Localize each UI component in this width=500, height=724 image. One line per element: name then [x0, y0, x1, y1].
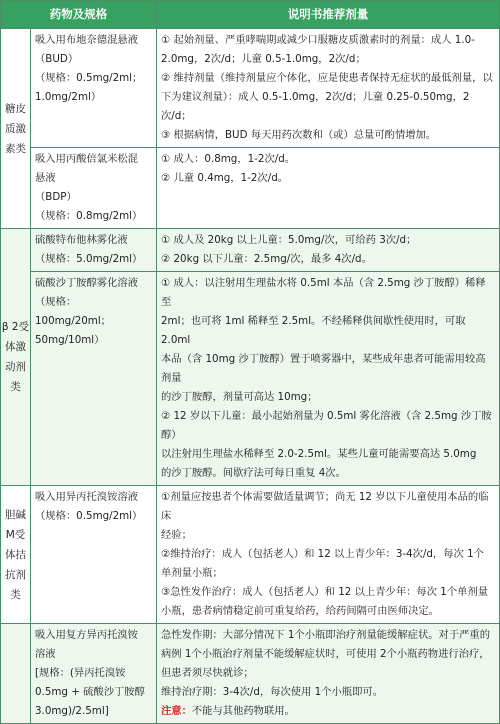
dose-line: ② 儿童 0.4mg，1-2次/d。 [161, 172, 289, 184]
drug-spec-line: 1.0mg/2ml） [35, 91, 102, 103]
dose-line: ① 起始剂量、严重哮喘期或减少口服糖皮质激素时的剂量：成人 1.0- [161, 34, 475, 46]
dose-ipratropium [157, 486, 500, 624]
table-row [1, 29, 500, 148]
dose-terbutaline [157, 229, 500, 272]
header-drug-spec: 药物及规格 [1, 1, 157, 29]
dose-line: 2ml；也可将 1ml 稀释至 2.5ml。不经稀释供间歇性使用时，可取 2.0ml [161, 315, 466, 346]
dose-line: 但患者须尽快就诊； [161, 667, 254, 679]
dose-line: 的沙丁胺醇，剂量可高达 10mg； [161, 391, 318, 403]
note-text: 不能与其他药物联用。 [191, 705, 295, 717]
drug-name-line: 吸入用复方异丙托溴铵 [35, 629, 138, 641]
drug-spec-line: （规格：0.5mg/2ml） [35, 510, 143, 522]
table-row [1, 148, 500, 229]
drug-terbutaline [31, 229, 157, 272]
table-row [1, 486, 500, 624]
dose-line: ②维持治疗：成人（包括老人）和 12 以上青少年：3-4次/d，每次 1个 [161, 548, 484, 560]
dose-line: 急性发作期：大部分情况下 1个小瓶即治疗剂量能缓解症状。对于严重的 [161, 629, 491, 641]
dose-compound-ipratropium [157, 624, 500, 724]
category-compound [1, 624, 31, 724]
drug-spec-line: （规格：0.8mg/2ml） [35, 210, 143, 222]
dose-line: ① 成人及 20kg 以上儿童：5.0mg/次，可给药 3次/d； [161, 234, 417, 246]
drug-compound-ipratropium [31, 624, 157, 724]
header-recommended-dose: 说明书推荐剂量 [157, 1, 500, 29]
dose-line: ① 成人：0.8mg，1-2次/d。 [161, 153, 296, 165]
dose-line: 维持治疗期：3-4次/d，每次使用 1个小瓶即可。 [161, 686, 383, 698]
drug-spec-line: （规格：100mg/20ml； [35, 296, 111, 327]
drug-name-line: 硫酸沙丁胺醇雾化溶液 [35, 277, 138, 289]
drug-spec-line: 0.5mg + 硫酸沙丁胺醇 [35, 686, 145, 698]
drug-name-line: 溶液 [35, 648, 56, 660]
table-row [1, 624, 500, 724]
drug-beclomethasone [31, 148, 157, 229]
drug-name-line: （BUD） [35, 53, 79, 65]
dose-line: ② 12 岁以下儿童：最小起始剂量为 0.5ml 雾化溶液（含 2.5mg 沙丁胺醇） [161, 410, 492, 441]
drug-name-line: （BDP） [35, 191, 77, 203]
drug-name-line: 硫酸特布他林雾化液 [35, 234, 128, 246]
drug-name-line: 悬液 [35, 172, 56, 184]
drug-name-line: 吸入用布地奈德混悬液 [35, 34, 138, 46]
dose-line: 的沙丁胺醇。间歇疗法可每日重复 4次。 [161, 467, 346, 479]
drug-name-line: 吸入用异丙托溴铵溶液 [35, 491, 138, 503]
dose-line: 本品（含 10mg 沙丁胺醇）置于喷雾器中，某些成年患者可能需用较高剂量 [161, 353, 486, 384]
dose-budesonide [157, 29, 500, 148]
drug-ipratropium [31, 486, 157, 624]
dose-beclomethasone [157, 148, 500, 229]
dose-line: ③ 根据病情，BUD 每天用药次数和（或）总量可酌情增加。 [161, 129, 437, 141]
category-beta2-agonists: β 2受体激动剂类 [1, 229, 31, 486]
dose-note [161, 702, 495, 721]
dose-salbutamol [157, 272, 500, 486]
dose-line: ① 成人：以注射用生理盐水将 0.5ml 本品（含 2.5mg 沙丁胺醇）稀释至 [161, 277, 486, 308]
drug-spec-line: （规格：5.0mg/2ml） [35, 253, 143, 265]
drug-budesonide [31, 29, 157, 148]
drug-spec-line: 50mg/10ml） [35, 334, 105, 346]
dose-line: 病例 1个小瓶治疗剂量不能缓解症状时，可使用 2个小瓶药物进行治疗， [161, 648, 490, 660]
table-header-row [1, 1, 500, 29]
note-label: 注意： [161, 705, 192, 717]
drug-salbutamol [31, 272, 157, 486]
table-row [1, 272, 500, 486]
table-row [1, 229, 500, 272]
category-corticosteroids: 糖皮质激素类 [1, 29, 31, 229]
drug-spec-line: （规格：0.5mg/2ml； [35, 72, 143, 84]
drug-spec-line: [规格：(异丙托溴铵 [35, 667, 126, 679]
dose-line: 以注射用生理盐水稀释至 2.0-2.5ml。某些儿童可能需要高达 5.0mg [161, 448, 477, 460]
drug-spec-line: 3.0mg)/2.5ml] [35, 705, 109, 717]
category-anticholinergics: 胆碱M受体拮抗剂类 [1, 486, 31, 624]
dose-line: 2.0mg，2次/d；儿童 0.5-1.0mg，2次/d； [161, 53, 366, 65]
dose-line: 经验； [161, 529, 192, 541]
drug-name-line: 吸入用丙酸倍氯米松混 [35, 153, 138, 165]
dose-line: ③急性发作治疗：成人（包括老人）和 12 以上青少年：每次 1个单剂量 [161, 586, 489, 598]
dose-line: ② 20kg 以下儿童：2.5mg/次，最多 4次/d。 [161, 253, 372, 265]
dose-line: 小瓶，患者病情稳定前可重复给药，给药间隔可由医师决定。 [161, 605, 440, 617]
dose-line: 下为建议剂量）：成人 0.5-1.0mg，2次/d；儿童 0.25-0.50mg，2次/d； [161, 91, 470, 122]
dose-line: ①剂量应按患者个体需要做适量调节；尚无 12 岁以下儿童使用本品的临床 [161, 491, 489, 522]
dose-line: ② 维持剂量（维持剂量应个体化，应是使患者保持无症状的最低剂量，以 [161, 72, 493, 84]
dose-line: 单剂量小瓶； [161, 567, 223, 579]
